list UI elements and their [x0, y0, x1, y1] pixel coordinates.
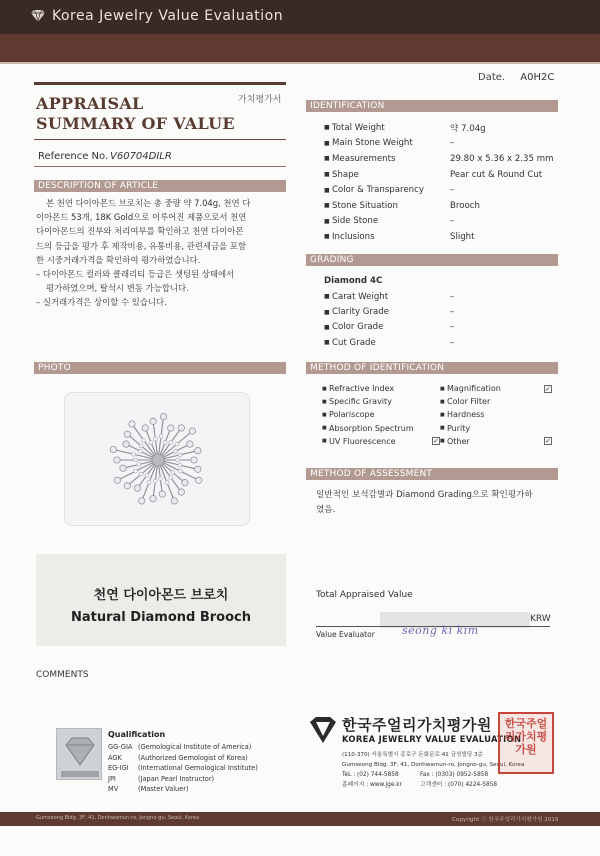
identification-value: 약 7.04g [450, 123, 486, 134]
organization-name-en: KOREA JEWELRY VALUE EVALUATION [342, 734, 522, 744]
desc-note: – 다이아몬드 컬러와 클래리티 등급은 셋팅된 상태에서 [36, 269, 235, 280]
contact-fax: Fax : (0303) 0952-5858 [420, 772, 489, 778]
description-text [36, 196, 286, 310]
reference-underline [34, 166, 286, 167]
method-row [322, 395, 552, 408]
assessment-line: 일반적인 보석감별과 Diamond Grading으로 확인평가하 [316, 490, 533, 500]
header-divider [0, 62, 600, 64]
grading-label: Clarity Grade [332, 307, 389, 318]
bullet-icon: ■ [440, 385, 445, 392]
bullet-icon: ■ [440, 438, 445, 445]
bullet-icon: ■ [324, 155, 330, 163]
date-value: A0H2C [520, 72, 555, 83]
desc-note: – 실거래가격은 상이할 수 있습니다. [36, 297, 167, 308]
method-label: Color Filter [447, 397, 491, 407]
bullet-icon: ■ [324, 171, 330, 179]
qualification-desc: (Master Valuer) [138, 785, 189, 793]
seal-text: 한국주얼리가치평가원 [504, 717, 548, 756]
section-identification: IDENTIFICATION [306, 100, 558, 112]
identification-label: Total Weight [332, 122, 385, 133]
brooch-image [65, 393, 251, 527]
identification-value: – [450, 216, 455, 227]
method-item [322, 384, 440, 393]
identification-row [324, 120, 564, 136]
title-rule [34, 82, 286, 85]
qualification-item [108, 742, 258, 753]
qualification-item [108, 784, 258, 795]
qualification-desc: (Japan Pearl Instructor) [138, 774, 215, 783]
identification-label: Main Stone Weight [332, 138, 413, 149]
identification-label: Shape [332, 169, 359, 180]
footer-copyright: Copyright ⓒ 한국주얼리가치평가원 2015 [452, 817, 559, 823]
identification-row [324, 151, 564, 167]
checkbox-icon: ✓ [545, 384, 551, 393]
grading-list [324, 289, 544, 351]
qualification-abbr: AGK [108, 753, 122, 762]
identification-value: 29.80 x 5.36 x 2.35 mm [450, 153, 554, 164]
method-label: Polariscope [329, 410, 375, 420]
method-label: Other [447, 436, 470, 446]
bullet-icon: ■ [322, 425, 327, 432]
method-item [322, 424, 440, 433]
identification-row [324, 214, 564, 230]
method-label: UV Fluorescence [329, 436, 396, 446]
qualification-item [108, 753, 258, 764]
identification-value: – [450, 185, 455, 196]
identification-value: Brooch [450, 200, 480, 211]
grading-value: – [450, 307, 455, 318]
header-bar [0, 0, 600, 34]
identification-value: Pear cut & Round Cut [450, 169, 543, 180]
bullet-icon: ■ [324, 323, 330, 331]
contact-web: 홈페이지 : www.jge.kr [342, 782, 403, 788]
bullet-icon: ■ [324, 293, 330, 301]
desc-line: 한 시중거래가격을 확인하여 평가하였습니다. [36, 254, 201, 265]
method-item [322, 397, 440, 406]
photo-caption-box [36, 554, 286, 646]
qualification-item [108, 774, 258, 785]
document-type-ko: 가치평가서 [238, 95, 282, 105]
caption-english: Natural Diamond Brooch [70, 610, 251, 625]
method-label: Specific Gravity [329, 397, 392, 407]
address-ko: (110-370) 서울특별시 종로구 돈화문로 41 금성빌딩 3층 [342, 752, 483, 758]
bullet-icon: ■ [324, 339, 330, 347]
qualification-title: Qualification [108, 730, 166, 739]
identification-value: – [450, 138, 455, 149]
desc-line: 이아몬드 53개, 18K Gold으로 이루어진 제품으로서 천연 [36, 212, 247, 223]
qualification-badge [56, 728, 102, 780]
section-method-identification: METHOD OF IDENTIFICATION [306, 362, 558, 374]
diamond-icon [30, 9, 46, 23]
title-line-2: SUMMARY OF VALUE [36, 114, 235, 133]
contact-row [342, 780, 542, 790]
bullet-icon: ■ [322, 411, 327, 418]
checkbox-icon: ✓ [545, 437, 551, 446]
grading-row [324, 289, 544, 304]
section-method-assessment: METHOD OF ASSESSMENT [306, 468, 558, 480]
identification-label: Stone Situation [332, 200, 398, 211]
grading-value: – [450, 337, 455, 348]
address-en: Gumseong Bldg. 3F, 41, Donhwamun-ro, Jongno-gu, Seoul, Korea [342, 762, 525, 768]
header-band [0, 34, 600, 62]
grading-row [324, 304, 544, 319]
assessment-text [316, 488, 556, 518]
bullet-icon: ■ [322, 385, 327, 392]
checkbox-icon: ✓ [433, 437, 439, 446]
footer-address: Gumseong Bldg. 3F, 41, Donhwamun-ro, Jongno-gu, Seoul, Korea [36, 815, 200, 821]
identification-row [324, 182, 564, 198]
identification-label: Side Stone [332, 216, 379, 227]
contact-center: 고객센터 : (070) 4224-5858 [420, 782, 498, 788]
method-item [322, 437, 440, 446]
diamond-icon [57, 729, 103, 781]
grading-label: Color Grade [332, 322, 384, 333]
method-item [440, 384, 552, 393]
qualification-abbr: MV [108, 785, 119, 793]
bullet-icon: ■ [440, 425, 445, 432]
method-label: Hardness [447, 410, 485, 420]
contact-tel: TeL : (02) 744-5858 [342, 772, 399, 778]
bullet-icon: ■ [324, 186, 330, 194]
method-row [322, 435, 552, 448]
title-underline [34, 139, 286, 140]
method-label: Absorption Spectrum [329, 423, 414, 433]
bullet-icon: ■ [324, 124, 330, 132]
bullet-icon: ■ [324, 139, 330, 147]
total-value-label: Total Appraised Value [316, 590, 413, 600]
bullet-icon: ■ [324, 217, 330, 225]
grading-title: Diamond 4C [324, 276, 383, 286]
bullet-icon: ■ [324, 202, 330, 210]
desc-line: 본 천연 다이아몬드 브로치는 총 중량 약 7.04g, 천연 다 [46, 198, 251, 208]
qualification-abbr: EG-IGI [108, 764, 129, 772]
grading-value: – [450, 291, 455, 302]
grading-label: Cut Grade [332, 337, 376, 348]
product-photo [64, 392, 250, 526]
bullet-icon: ■ [440, 398, 445, 405]
bullet-icon: ■ [324, 308, 330, 316]
date-label: Date. [478, 72, 506, 83]
method-row [322, 422, 552, 435]
method-label: Refractive Index [329, 384, 395, 394]
method-row [322, 408, 552, 421]
diamond-icon [308, 716, 338, 744]
grading-row [324, 320, 544, 335]
title-line-1: APPRAISAL [36, 94, 144, 113]
method-item [440, 424, 552, 433]
qualification-desc: (Gemological Institute of America) [138, 743, 252, 751]
official-seal [498, 712, 554, 774]
bullet-icon: ■ [440, 411, 445, 418]
section-grading: GRADING [306, 254, 558, 266]
identification-row [324, 229, 564, 245]
organization-name-ko: 한국주얼리가치평가원 [342, 716, 492, 734]
bullet-icon: ■ [322, 398, 327, 405]
bullet-icon: ■ [322, 438, 327, 445]
method-row [322, 382, 552, 395]
identification-list [324, 120, 564, 245]
evaluator-signature: seong ki kim [402, 624, 479, 637]
assessment-line: 였음. [316, 505, 336, 515]
qualification-abbr: GG-GIA [108, 743, 133, 751]
identification-row [324, 198, 564, 214]
method-grid [322, 382, 552, 448]
grading-label: Carat Weight [332, 291, 389, 302]
currency-label: KRW [530, 614, 551, 624]
identification-label: Measurements [332, 153, 396, 164]
method-label: Magnification [447, 384, 501, 394]
identification-label: Inclusions [332, 231, 375, 242]
grading-value: – [450, 322, 455, 333]
method-item [440, 397, 552, 406]
desc-note: 평가하였으며, 탈석시 변동 가능합니다. [46, 283, 189, 294]
identification-row [324, 167, 564, 183]
identification-label: Color & Transparency [332, 185, 424, 196]
qualification-abbr: JPI [108, 774, 116, 783]
section-description: DESCRIPTION OF ARTICLE [34, 180, 286, 192]
reference-label: Reference No. [38, 151, 109, 162]
method-item [322, 410, 440, 419]
page-title [36, 94, 235, 134]
bullet-icon: ■ [324, 233, 330, 241]
qualification-item [108, 763, 258, 774]
qualification-desc: (International Gemological Institute) [138, 764, 258, 772]
qualification-desc: (Authorized Gemologist of Korea) [138, 753, 248, 762]
date-row [478, 72, 554, 83]
reference-value: V60704DILR [110, 151, 172, 162]
comments-label: COMMENTS [36, 670, 89, 680]
evaluator-label: Value Evaluator [316, 630, 375, 639]
footer-bar [0, 812, 600, 826]
grading-row [324, 335, 544, 350]
method-label: Purity [447, 423, 471, 433]
desc-line: 드의 등급을 평가 후 제작비용, 유통비용, 관련세금을 포함 [36, 240, 247, 251]
identification-value: Slight [450, 231, 475, 242]
caption-korean: 천연 다이아몬드 브로치 [93, 588, 229, 603]
desc-line: 다이아몬드의 진부와 처리여부를 확인하고 천연 다이아몬 [36, 226, 244, 237]
section-photo: PHOTO [34, 362, 286, 374]
header-brand: Korea Jewelry Value Evaluation [52, 8, 284, 24]
method-item [440, 437, 552, 446]
identification-row [324, 136, 564, 152]
method-item [440, 410, 552, 419]
qualification-list [108, 742, 258, 795]
